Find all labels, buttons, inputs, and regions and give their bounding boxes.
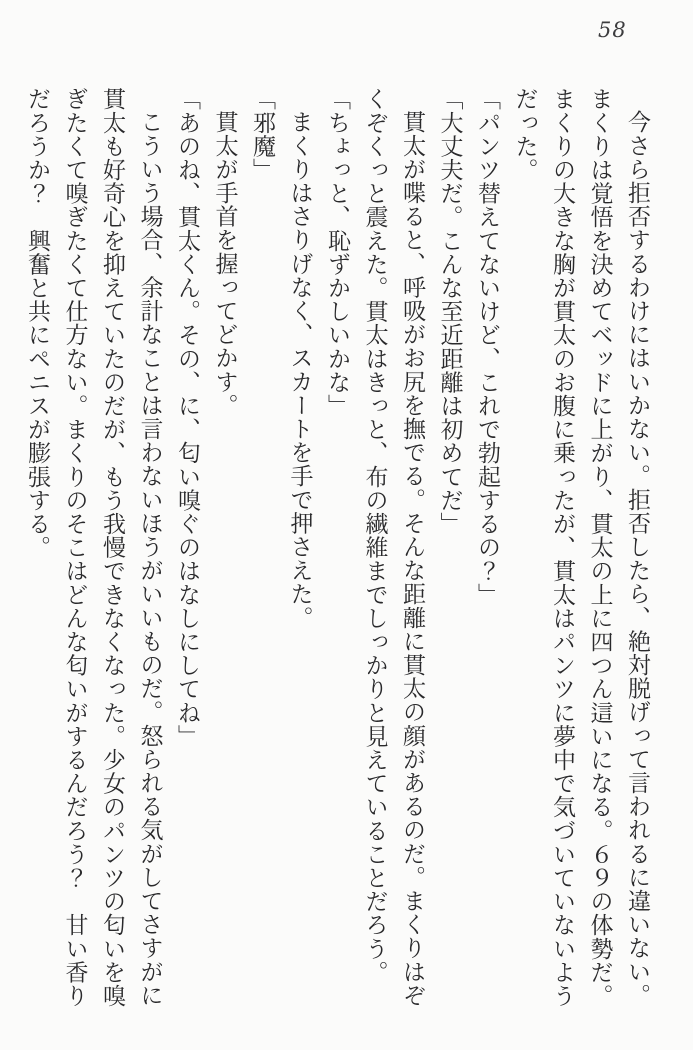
narration-paragraph: 貫太が手首を握ってどかす。 bbox=[211, 110, 238, 417]
dialogue-paragraph: 「邪魔」 bbox=[249, 87, 275, 182]
text-block bbox=[18, 87, 656, 1012]
narration-paragraph: 貫太が喋ると、呼吸がお尻を撫でる。そんな距離に貫太の顔があるのだ。まくりはぞくぞくっと震えた。貫太はきっと、布の繊維までしっかりと見えていることだろう。 bbox=[361, 87, 425, 1007]
dialogue-paragraph: 「あのね、貫太くん。その、に、匂い嗅ぐのはなしにしてね」 bbox=[174, 87, 200, 748]
narration-paragraph: まくりはさりげなく、スカートを手で押さえた。 bbox=[286, 110, 313, 630]
narration-paragraph: 今さら拒否するわけにはいかない。拒否したら、絶対脱げって言われるに違いない。まくりは覚悟を決めてベッドに上がり、貫太の上に四つん這いになる。６９の体勢だ。まくりの大きな胸が貫太のお腹に乗ったが、貫太はパンツに夢中で気づいていないようだった。 bbox=[511, 87, 650, 1008]
dialogue-paragraph: 「ちょっと、恥ずかしいかな」 bbox=[324, 87, 350, 418]
dialogue-paragraph: 「パンツ替えてないけど、これで勃起するの？」 bbox=[474, 87, 500, 607]
page-number: 58 bbox=[598, 18, 627, 42]
dialogue-paragraph: 「大丈夫だ。こんな至近距離は初めてだ」 bbox=[436, 87, 463, 536]
narration-paragraph: こういう場合、余計なことは言わないほうがいいものだ。怒られる気がしてさすがに貫太も好奇心を抑えていたのだが、もう我慢できなくなった。少女のパンツの匂いを嗅ぎたくて嗅ぎたくて仕方ない。まくりのそこはどんな匂いがするんだろう？ 甘い香りだろうか？ 興奮と共にペニスが膨張する。 bbox=[24, 87, 163, 1008]
